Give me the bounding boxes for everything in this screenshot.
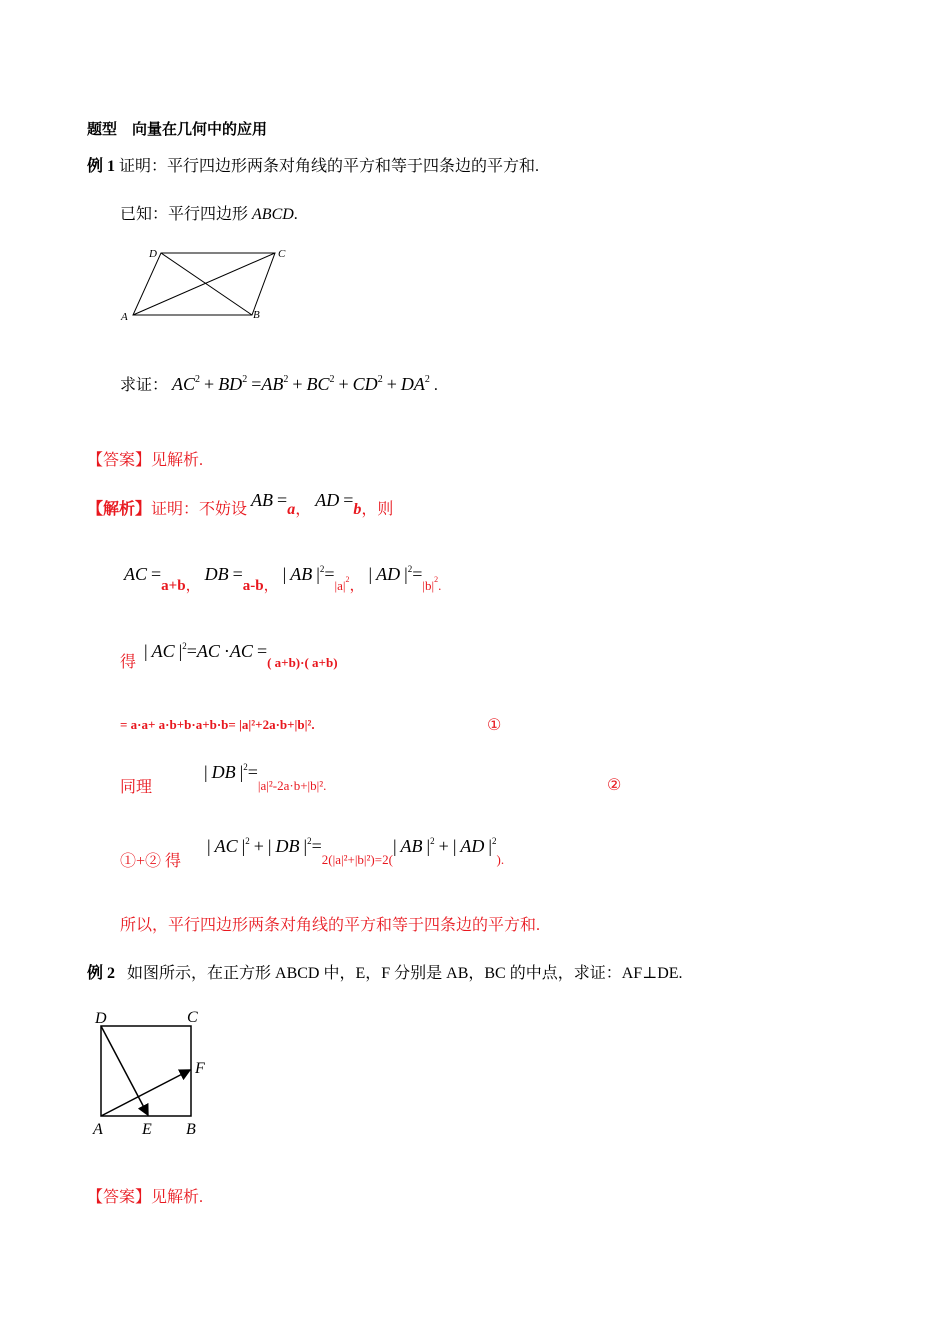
parallelogram-figure <box>115 240 295 330</box>
derivation-line-2: 得 | AC $|^2=AC \cdot AC =_{( a+b)\cdot( a+b)}$ <box>120 641 338 671</box>
exp: 2 <box>492 836 497 846</box>
vector-b: b <box>353 501 362 518</box>
label-b: B <box>186 1121 196 1138</box>
vector-ac: AC <box>124 564 148 584</box>
vector-ac: AC <box>151 641 175 661</box>
equals: = <box>251 374 262 394</box>
db-value: a-b <box>242 578 264 594</box>
exp: 2 <box>430 836 435 846</box>
equals: = <box>186 641 197 661</box>
vector-db: DB <box>204 564 229 584</box>
prove-ac: AC <box>172 374 196 394</box>
prove-ab: AB <box>261 374 284 394</box>
plus: + <box>292 374 303 394</box>
derivation-line-3: = a·a+ a·b+b·a+b·b= |a|²+2a·b+|b|². <box>120 717 315 732</box>
exp: 2 <box>434 575 439 584</box>
equals: = <box>256 641 268 661</box>
prove-label: 求证： <box>120 377 169 394</box>
label-d: D <box>95 1010 107 1027</box>
vector-db: DB <box>275 836 300 856</box>
prove-line: 求证： $AC^2 + BD^2 =AB^2 + BC^2 + CD^2 + DA^2$ . <box>120 374 438 394</box>
given-parallelogram-name: ABCD <box>252 206 294 223</box>
given-suffix: . <box>293 206 298 223</box>
sum-label: ①+② 得 <box>120 853 182 870</box>
vector-ab: AB <box>400 836 423 856</box>
equals: = <box>151 564 162 584</box>
diagonal-ac <box>133 253 275 315</box>
comma: ， <box>349 578 365 594</box>
line2-rhs: ( a+b)·( a+b) <box>267 655 338 670</box>
ab-value: |a| <box>334 578 346 593</box>
de-label: 得 <box>120 654 137 671</box>
exp: 2 <box>424 374 430 385</box>
label-c: C <box>187 1009 198 1026</box>
square-outline <box>101 1026 191 1116</box>
label-c: C <box>278 248 286 260</box>
equals: = <box>311 836 322 856</box>
section-heading: 题型 向量在几何中的应用 <box>87 122 268 138</box>
vector-ad: AD <box>376 564 401 584</box>
line4-rhs: |a|²-2a·b+|b|². <box>257 778 327 793</box>
equals: = <box>247 762 258 782</box>
plus: + <box>338 374 349 394</box>
circle-marker-1: ① <box>487 717 502 734</box>
example-1-text: 证明：平行四边形两条对角线的平方和等于四条边的平方和. <box>119 158 540 175</box>
given-prefix: 已知：平行四边形 <box>120 206 253 223</box>
exp: 2 <box>407 564 413 574</box>
exp: 2 <box>307 836 312 846</box>
comma: ， <box>361 501 378 518</box>
prove-bc: BC <box>306 374 330 394</box>
line5-end: ). <box>496 852 505 867</box>
comma: ， <box>263 578 279 594</box>
diagonal-bd <box>161 253 252 315</box>
label-a: A <box>121 311 128 323</box>
example-1-statement <box>87 153 539 176</box>
comma: ， <box>295 501 312 518</box>
exp: 2 <box>182 641 187 651</box>
equals: = <box>324 564 335 584</box>
equals: = <box>232 564 243 584</box>
derivation-line-1: AC =a+b， DB =a-b， | AB $|^2=_{|a|}2$， | AD $|^2=_{|b|}2_.$ <box>124 564 442 594</box>
exp: 2 <box>242 374 248 385</box>
exp: 2 <box>377 374 383 385</box>
example-1-label: 例 1 <box>87 158 116 175</box>
exp: 2 <box>345 575 350 584</box>
derivation-line-4: 同理 | DB $|^2=_{|a|^2-2a\cdot b+|b|^2.}$ <box>120 762 327 796</box>
label-f: F <box>195 1060 205 1077</box>
example-2-label: 例 2 <box>87 965 116 982</box>
vector-ab: AB <box>251 490 274 510</box>
example-2-text: 如图所示，在正方形 ABCD 中，E，F 分别是 AB，BC 的中点，求证：AF⊥DE. <box>127 965 683 982</box>
exp: 2 <box>243 762 248 772</box>
vector-ac: AC <box>214 836 238 856</box>
line5-mid: 2(|a|²+|b|²)=2( <box>321 852 393 867</box>
label-d: D <box>149 248 157 260</box>
analysis-intro: 证明：不妨设 <box>151 501 248 518</box>
prove-cd: CD <box>352 374 378 394</box>
equals: = <box>412 564 423 584</box>
example-2-statement <box>87 960 683 983</box>
analysis-intro-line <box>87 490 394 519</box>
vector-ab: AB <box>290 564 313 584</box>
vector-db: DB <box>211 762 236 782</box>
plus: + <box>386 374 397 394</box>
derivation-line-5: ①+② 得 | AC $|^2$ + | DB $|^2=_{2(|a|^2+|b|^2)=2(}|$ AB $|^2$ + | AD $|^2_{).}$ <box>120 836 505 870</box>
vector-ac: AC <box>196 641 220 661</box>
vector-ad: AD <box>315 490 340 510</box>
exp: 2 <box>329 374 335 385</box>
comma: ， <box>185 578 201 594</box>
same-label: 同理 <box>120 779 153 796</box>
prove-bd: BD <box>218 374 243 394</box>
ac-value: a+b <box>161 578 186 594</box>
label-a: A <box>93 1121 103 1138</box>
example-2-answer: 【答案】见解析. <box>87 1189 204 1206</box>
vector-ad: AD <box>460 836 485 856</box>
exp: 2 <box>245 836 250 846</box>
plus: + <box>204 374 215 394</box>
ad-value: |b| <box>422 578 435 593</box>
then-word: 则 <box>377 501 394 518</box>
equals: = <box>277 490 288 510</box>
exp: 2 <box>283 374 289 385</box>
circle-marker-2: ② <box>607 777 622 794</box>
label-b: B <box>253 309 260 321</box>
equals: = <box>343 490 354 510</box>
exp: 2 <box>319 564 325 574</box>
vector-a: a <box>287 501 296 518</box>
square-figure <box>85 1005 225 1145</box>
example-1-answer: 【答案】见解析. <box>87 452 204 469</box>
exp: 2 <box>195 374 201 385</box>
label-e: E <box>142 1121 152 1138</box>
vector-de <box>101 1026 148 1115</box>
prove-da: DA <box>400 374 425 394</box>
vector-ac: AC <box>229 641 253 661</box>
analysis-tag: 【解析】 <box>87 501 152 518</box>
given-line <box>120 201 298 224</box>
conclusion: 所以，平行四边形两条对角线的平方和等于四条边的平方和. <box>120 917 541 934</box>
